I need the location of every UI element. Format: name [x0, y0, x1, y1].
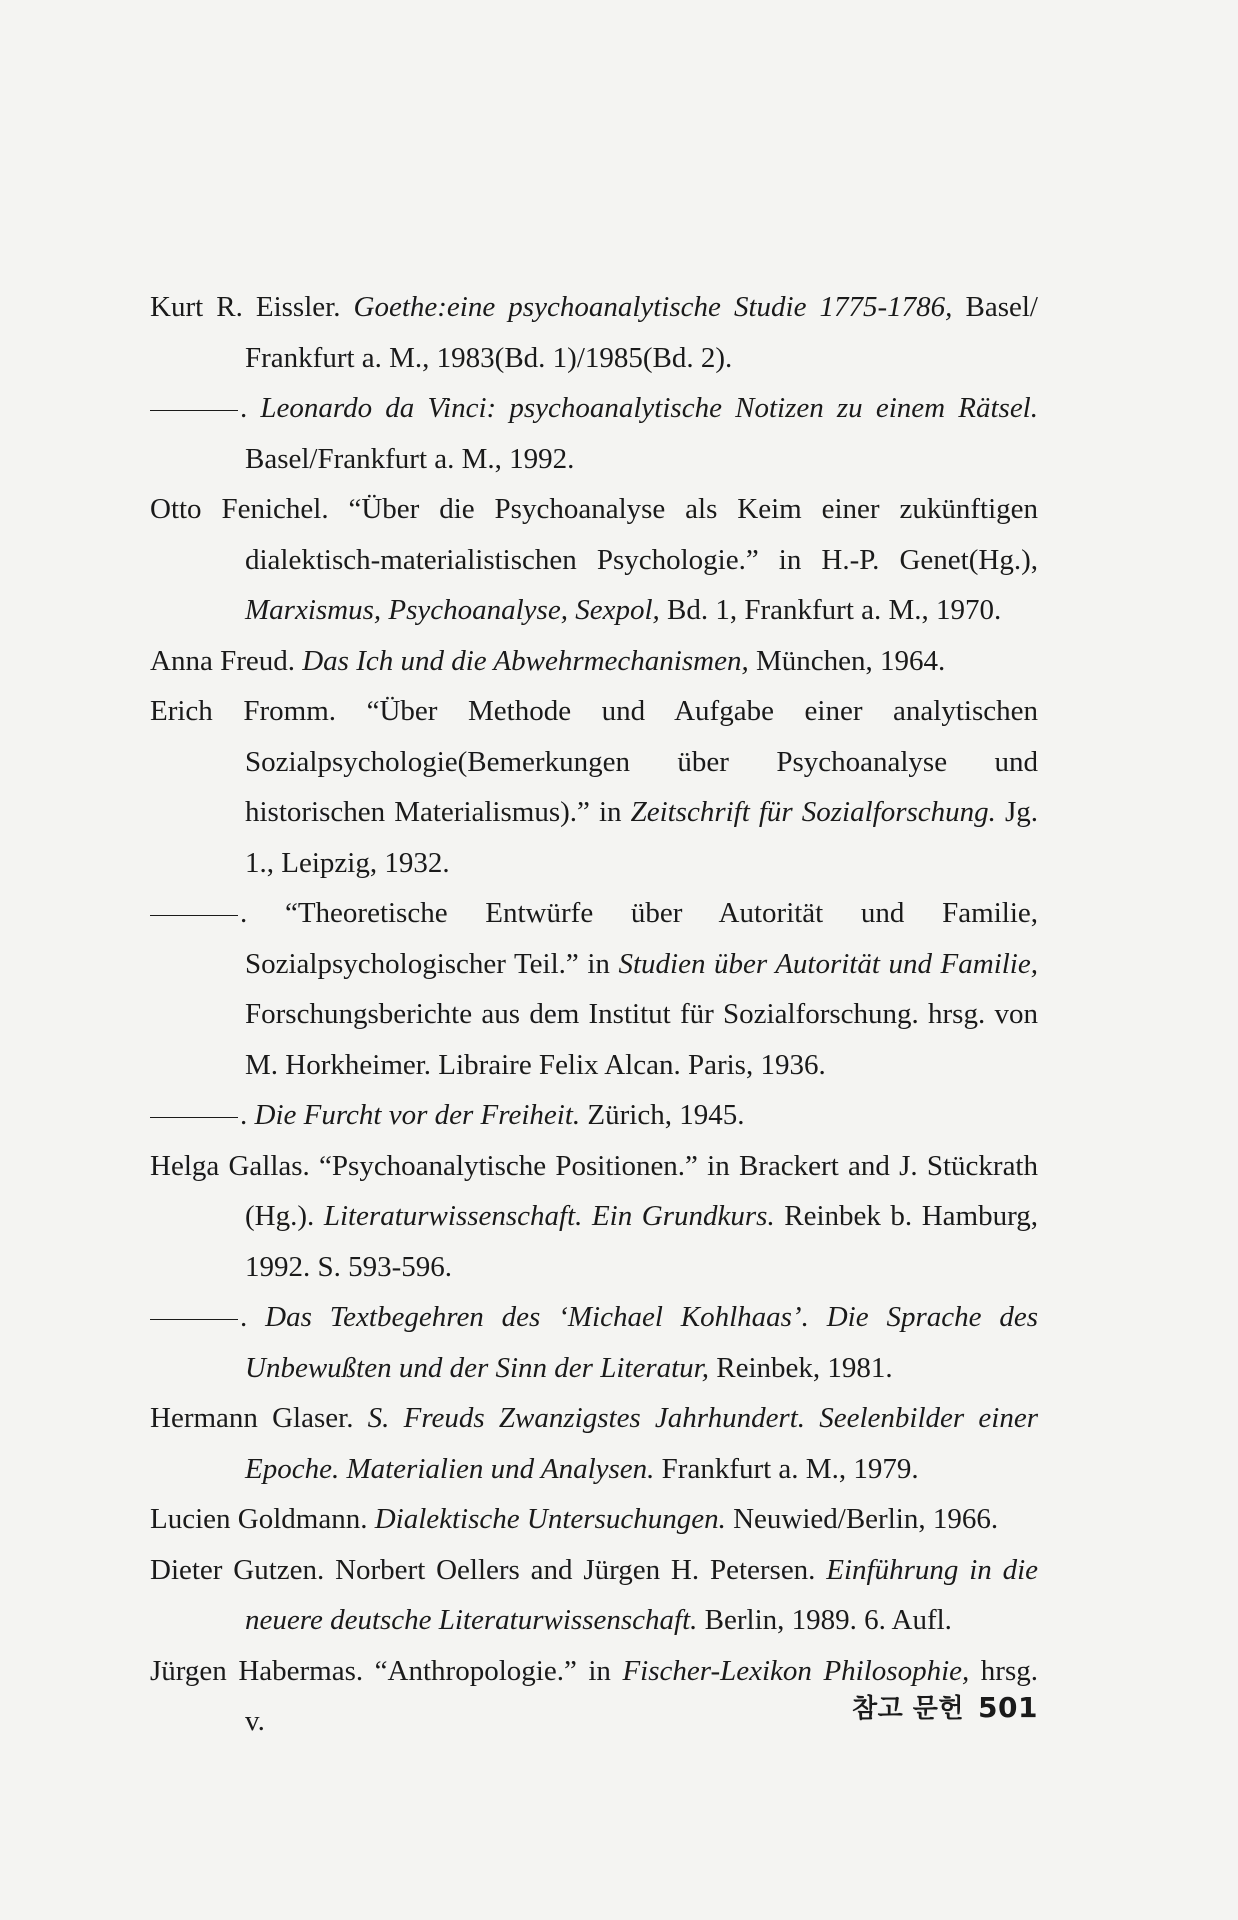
ditto-dash [150, 410, 238, 411]
reference-title: Leonardo da Vinci: psychoanalytische Notizen zu einem Rätsel. [260, 392, 1038, 424]
reference-entry [150, 1141, 1038, 1293]
reference-text: Zürich, 1945. [580, 1099, 745, 1131]
reference-title: Marxismus, Psychoanalyse, Sexpol, [245, 594, 660, 626]
page-number: 501 [978, 1691, 1038, 1724]
reference-entry [150, 1494, 1038, 1545]
reference-text: . [240, 1099, 255, 1131]
reference-text: Berlin, 1989. 6. Aufl. [697, 1604, 952, 1636]
reference-title: S. Freuds Zwanzigstes Jahrhundert. Seelenbilder einer Epoche. Materialien und Analysen. [245, 1402, 1038, 1485]
reference-text: Bd. 1, Frankfurt a. M., 1970. [659, 594, 1002, 626]
reference-title: Die Furcht vor der Freiheit. [254, 1099, 581, 1131]
reference-text: Basel/Frankfurt a. M., 1992. [245, 442, 575, 475]
reference-text: Forschungsberichte aus dem Institut für Sozialforschung. hrsg. von M. Horkheimer. Libraire Felix Alcan. Paris, 1936. [245, 998, 1038, 1081]
reference-text: Helga Gallas. “Psychoanalytische Positionen.” in Brackert and J. Stückrath (Hg.). [150, 1149, 1038, 1232]
reference-title: Fischer-Lexikon Philosophie, [622, 1654, 970, 1687]
reference-text: Anna Freud. [150, 644, 303, 677]
reference-title: Dialektische Untersuchungen. [374, 1503, 726, 1535]
page-footer [852, 1688, 1038, 1725]
ditto-dash [150, 1319, 238, 1320]
reference-entry [150, 282, 1038, 383]
footer-section-title: 참고 문헌 [852, 1694, 965, 1724]
reference-entry [150, 1292, 1038, 1393]
reference-list [150, 282, 1038, 1747]
reference-text: Dieter Gutzen. Norbert Oellers and Jürgen H. Petersen. [150, 1553, 827, 1586]
reference-text: Hermann Glaser. [150, 1402, 368, 1434]
reference-entry [150, 1090, 1038, 1141]
reference-title: Literaturwissenschaft. Ein Grundkurs. [323, 1200, 775, 1232]
reference-text: Reinbek, 1981. [709, 1351, 893, 1384]
reference-text: . “Theoretische Entwürfe über Autorität und Familie, Sozialpsychologischer Teil.” in [240, 897, 1038, 980]
reference-entry [150, 1393, 1038, 1494]
reference-text: Basel/ Frankfurt a. M., 1983(Bd. 1)/1985(Bd. 2). [245, 291, 1038, 374]
reference-entry [150, 636, 1038, 687]
ditto-dash [150, 915, 238, 916]
reference-text: München, 1964. [748, 644, 946, 677]
reference-text: Otto Fenichel. “Über die Psychoanalyse als Keim einer zukünftigen dialektisch-materialistischen Psychologie.” in H.-P. Genet(Hg.), [150, 493, 1038, 576]
reference-title: Einführung in die neuere deutsche Literaturwissenschaft. [245, 1553, 1038, 1636]
reference-text: Erich Fromm. “Über Methode und Aufgabe einer analytischen Sozialpsychologie(Bemerkungen über Psychoanalyse und historischen Materialismus).” in [150, 695, 1038, 828]
reference-entry [150, 484, 1038, 636]
reference-text: Frankfurt a. M., 1979. [654, 1452, 919, 1485]
reference-title: Das Ich und die Abwehrmechanismen, [302, 644, 749, 677]
reference-text: Jg. 1., Leipzig, 1932. [245, 796, 1038, 879]
reference-entry [150, 1545, 1038, 1646]
reference-text: . [240, 1301, 266, 1333]
reference-entry [150, 888, 1038, 1090]
reference-text: Lucien Goldmann. [150, 1503, 375, 1535]
reference-text: Jürgen Habermas. “Anthropologie.” in [150, 1654, 623, 1687]
ditto-dash [150, 1117, 238, 1118]
reference-entry [150, 383, 1038, 484]
reference-title: Das Textbegehren des ‘Michael Kohlhaas’. Die Sprache des Unbewußten und der Sinn der Literatur, [245, 1301, 1038, 1384]
reference-text: . [240, 392, 261, 424]
reference-text: Neuwied/Berlin, 1966. [725, 1503, 999, 1535]
reference-title: Studien über Autorität und Familie, [618, 947, 1038, 980]
reference-text: Reinbek b. Hamburg, 1992. S. 593-596. [245, 1200, 1038, 1283]
reference-text: hrsg. v. [245, 1654, 1038, 1737]
reference-title: Zeitschrift für Sozialforschung. [630, 796, 996, 828]
reference-title: Goethe:eine psychoanalytische Studie 1775-1786, [353, 291, 953, 323]
reference-text: Kurt R. Eissler. [150, 291, 354, 323]
reference-entry [150, 686, 1038, 888]
